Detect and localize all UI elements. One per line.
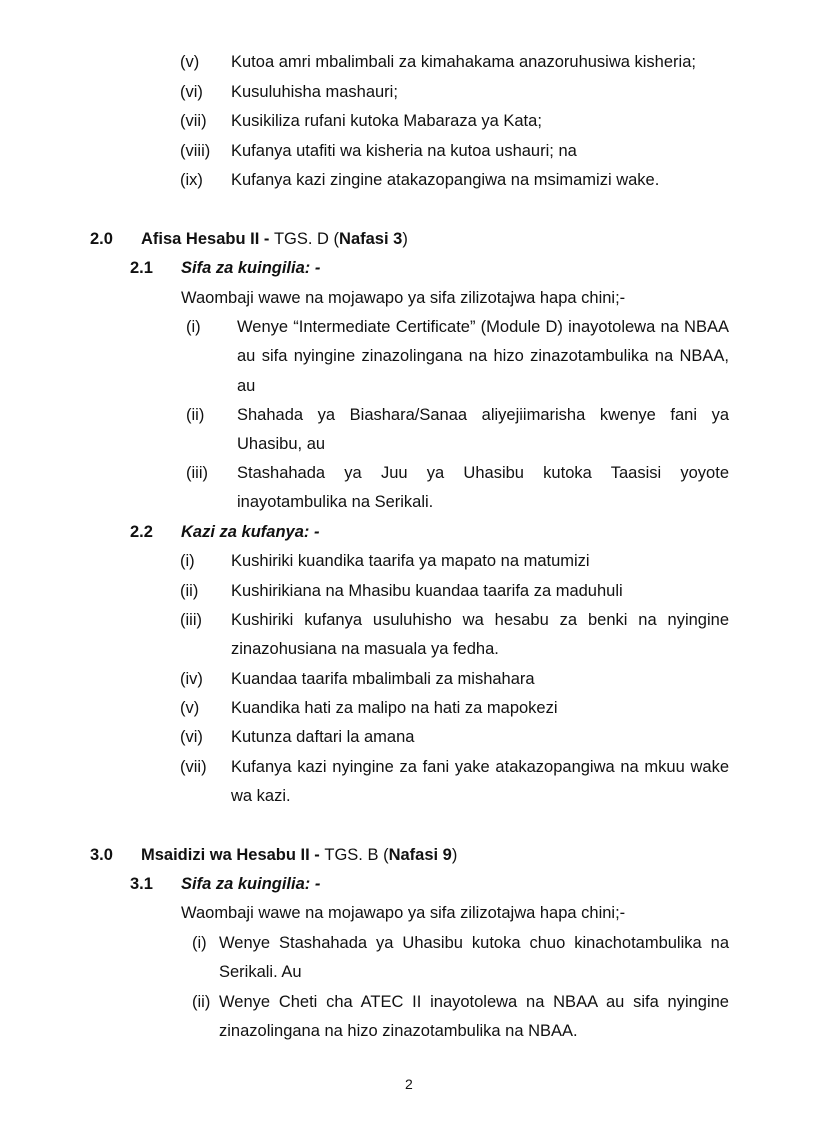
list-item-text: Shahada ya Biashara/Sanaa aliyejiimarisha kwenye fani ya Uhasibu, au: [237, 406, 729, 454]
list-item-number: (v): [180, 699, 200, 717]
list-item-text: [219, 988, 729, 1047]
list-item-number: (i): [192, 934, 207, 952]
section-number: 3.0: [90, 846, 113, 864]
list-item-text: Stashahada ya Juu ya Uhasibu kutoka Taasisi yoyote inayotambulika na Serikali.: [237, 464, 729, 512]
section-title: Afisa Hesabu II -: [141, 230, 274, 248]
list-item-text-content: Wenye Cheti cha ATEC II inayotolewa na NBAA au sifa nyingine zinazolingana na hizo zinazotambulika na NBAA.: [219, 993, 729, 1041]
subsection-number: 3.1: [130, 875, 153, 893]
list-item-number: (viii): [180, 142, 211, 160]
list-item-number: (ix): [180, 171, 203, 189]
list-item-number: (iii): [186, 464, 208, 482]
section-slots: Nafasi 9: [388, 846, 452, 864]
qualification-intro: Waombaji wawe na mojawapo ya sifa zilizotajwa hapa chini;-: [181, 289, 626, 307]
list-item-text: Kufanya kazi zingine atakazopangiwa na msimamizi wake.: [231, 171, 660, 189]
list-item-text: [219, 929, 729, 988]
list-item-number: (ii): [192, 993, 211, 1011]
list-item-number: (i): [186, 318, 201, 336]
list-item-number: (iii): [180, 611, 202, 629]
list-item-number: (ii): [186, 406, 205, 424]
subsection-number: 2.2: [130, 523, 153, 541]
list-item-text: Kutoa amri mbalimbali za kimahakama anazoruhusiwa kisheria;: [231, 53, 696, 71]
list-item-text: Kufanya kazi nyingine za fani yake atakazopangiwa na mkuu wake wa kazi.: [231, 758, 729, 806]
subsection-number: 2.1: [130, 259, 153, 277]
list-item-text: Kusikiliza rufani kutoka Mabaraza ya Kata;: [231, 112, 542, 130]
subsection-title: Sifa za kuingilia: -: [181, 259, 321, 277]
list-item-text: Kusuluhisha mashauri;: [231, 83, 398, 101]
list-item-number: (ii): [180, 582, 199, 600]
list-item-number: (v): [180, 53, 200, 71]
qualification-intro: Waombaji wawe na mojawapo ya sifa zilizotajwa hapa chini;-: [181, 904, 626, 922]
list-item-number: (vi): [180, 83, 203, 101]
page-number: 2: [405, 1076, 413, 1092]
list-item-text: Kutunza daftari la amana: [231, 728, 415, 746]
subsection-title: Kazi za kufanya: -: [181, 523, 320, 541]
list-item-text-content: Wenye Stashahada ya Uhasibu kutoka chuo kinachotambulika na Serikali. Au: [219, 934, 729, 982]
subsection-title: Sifa za kuingilia: -: [181, 875, 321, 893]
section-grade: TGS. B (: [324, 846, 389, 864]
list-item-text: Kuandika hati za malipo na hati za mapokezi: [231, 699, 558, 717]
section-heading-close: ): [402, 230, 408, 248]
list-item-text: Kushirikiana na Mhasibu kuandaa taarifa za maduhuli: [231, 582, 623, 600]
section-title: Msaidizi wa Hesabu II -: [141, 846, 325, 864]
section-slots: Nafasi 3: [339, 230, 403, 248]
list-item-number: (vii): [180, 112, 207, 130]
list-item-text: Kuandaa taarifa mbalimbali za mishahara: [231, 670, 535, 688]
list-item-number: (vi): [180, 728, 203, 746]
list-item-number: (iv): [180, 670, 203, 688]
list-item-text: Kufanya utafiti wa kisheria na kutoa ushauri; na: [231, 142, 577, 160]
list-item-text: Kushiriki kuandika taarifa ya mapato na matumizi: [231, 552, 590, 570]
section-heading-close: ): [451, 846, 458, 864]
list-item-text: Wenye “Intermediate Certificate” (Module D) inayotolewa na NBAA au sifa nyingine zinazolingana na hizo zinazotambulika na NBAA, au: [237, 318, 729, 395]
section-number: 2.0: [90, 230, 113, 248]
section-grade: TGS. D (: [273, 230, 340, 248]
section-heading: [141, 229, 408, 249]
list-item-number: (vii): [180, 758, 207, 776]
list-item-text: Kushiriki kufanya usuluhisho wa hesabu za benki na nyingine zinazohusiana na masuala ya fedha.: [231, 611, 729, 659]
list-item-number: (i): [180, 552, 195, 570]
section-heading: [141, 845, 457, 865]
